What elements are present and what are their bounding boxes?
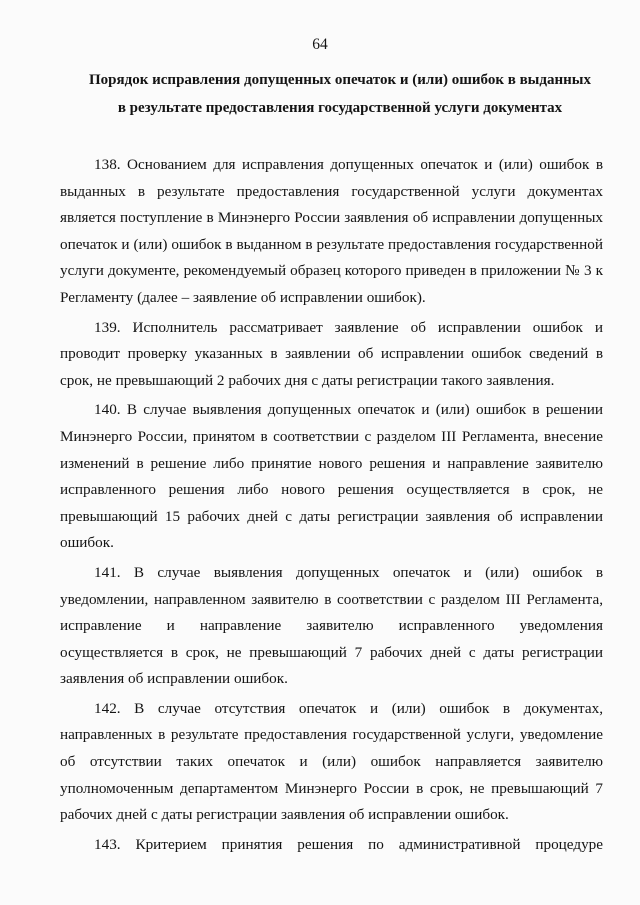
section-heading-line-2: в результате предоставления государственной услуги документах [117, 100, 563, 116]
paragraph-141: 141. В случае выявления допущенных опечаток и (или) ошибок в уведомлении, направленном заявителю в соответствии с разделом III Регламента, исправление и направление заявителю исправленного уведомления осуществляется в срок, не превышающий 7 рабочих дней с даты регистрации заявления об исправлении ошибок. [60, 563, 603, 688]
paragraph-143: 143. Критерием принятия решения по административной процедуре [94, 835, 603, 853]
paragraph-138: 138. Основанием для исправления допущенных опечаток и (или) ошибок в выданных в результате предоставления государственной услуги документах является поступление в Минэнерго России заявления об исправлении допущенных опечаток и (или) ошибок в выданном в результате предоставления государственной услуги документе, рекомендуемый образец которого приведен в приложении № 3 к Регламенту (далее – заявление об исправлении ошибок). [60, 156, 603, 306]
document-body [60, 152, 603, 861]
paragraph-142: 142. В случае отсутствия опечаток и (или) ошибок в документах, направленных в результате предоставления государственной услуги, уведомление об отсутствии таких опечаток и (или) ошибок направляется заявителю уполномоченным департаментом Минэнерго России в срок, не превышающий 7 рабочих дней с даты регистрации заявления об исправлении ошибок. [60, 699, 603, 824]
paragraph-140: 140. В случае выявления допущенных опечаток и (или) ошибок в решении Минэнерго России, принятом в соответствии с разделом III Регламента, внесение изменений в решение либо принятие нового решения и направление заявителю исправленного решения либо нового решения осуществляется в срок, не превышающий 15 рабочих дней с даты регистрации заявления об исправлении ошибок. [60, 401, 603, 552]
page-number: 64 [312, 36, 328, 53]
section-heading-line-1: Порядок исправления допущенных опечаток и (или) ошибок в выданных [89, 72, 591, 88]
section-heading [60, 66, 620, 122]
paragraph-139: 139. Исполнитель рассматривает заявление об исправлении ошибок и проводит проверку указанных в заявлении об исправлении ошибок сведений в срок, не превышающий 2 рабочих дня с даты регистрации такого заявления. [60, 318, 603, 389]
